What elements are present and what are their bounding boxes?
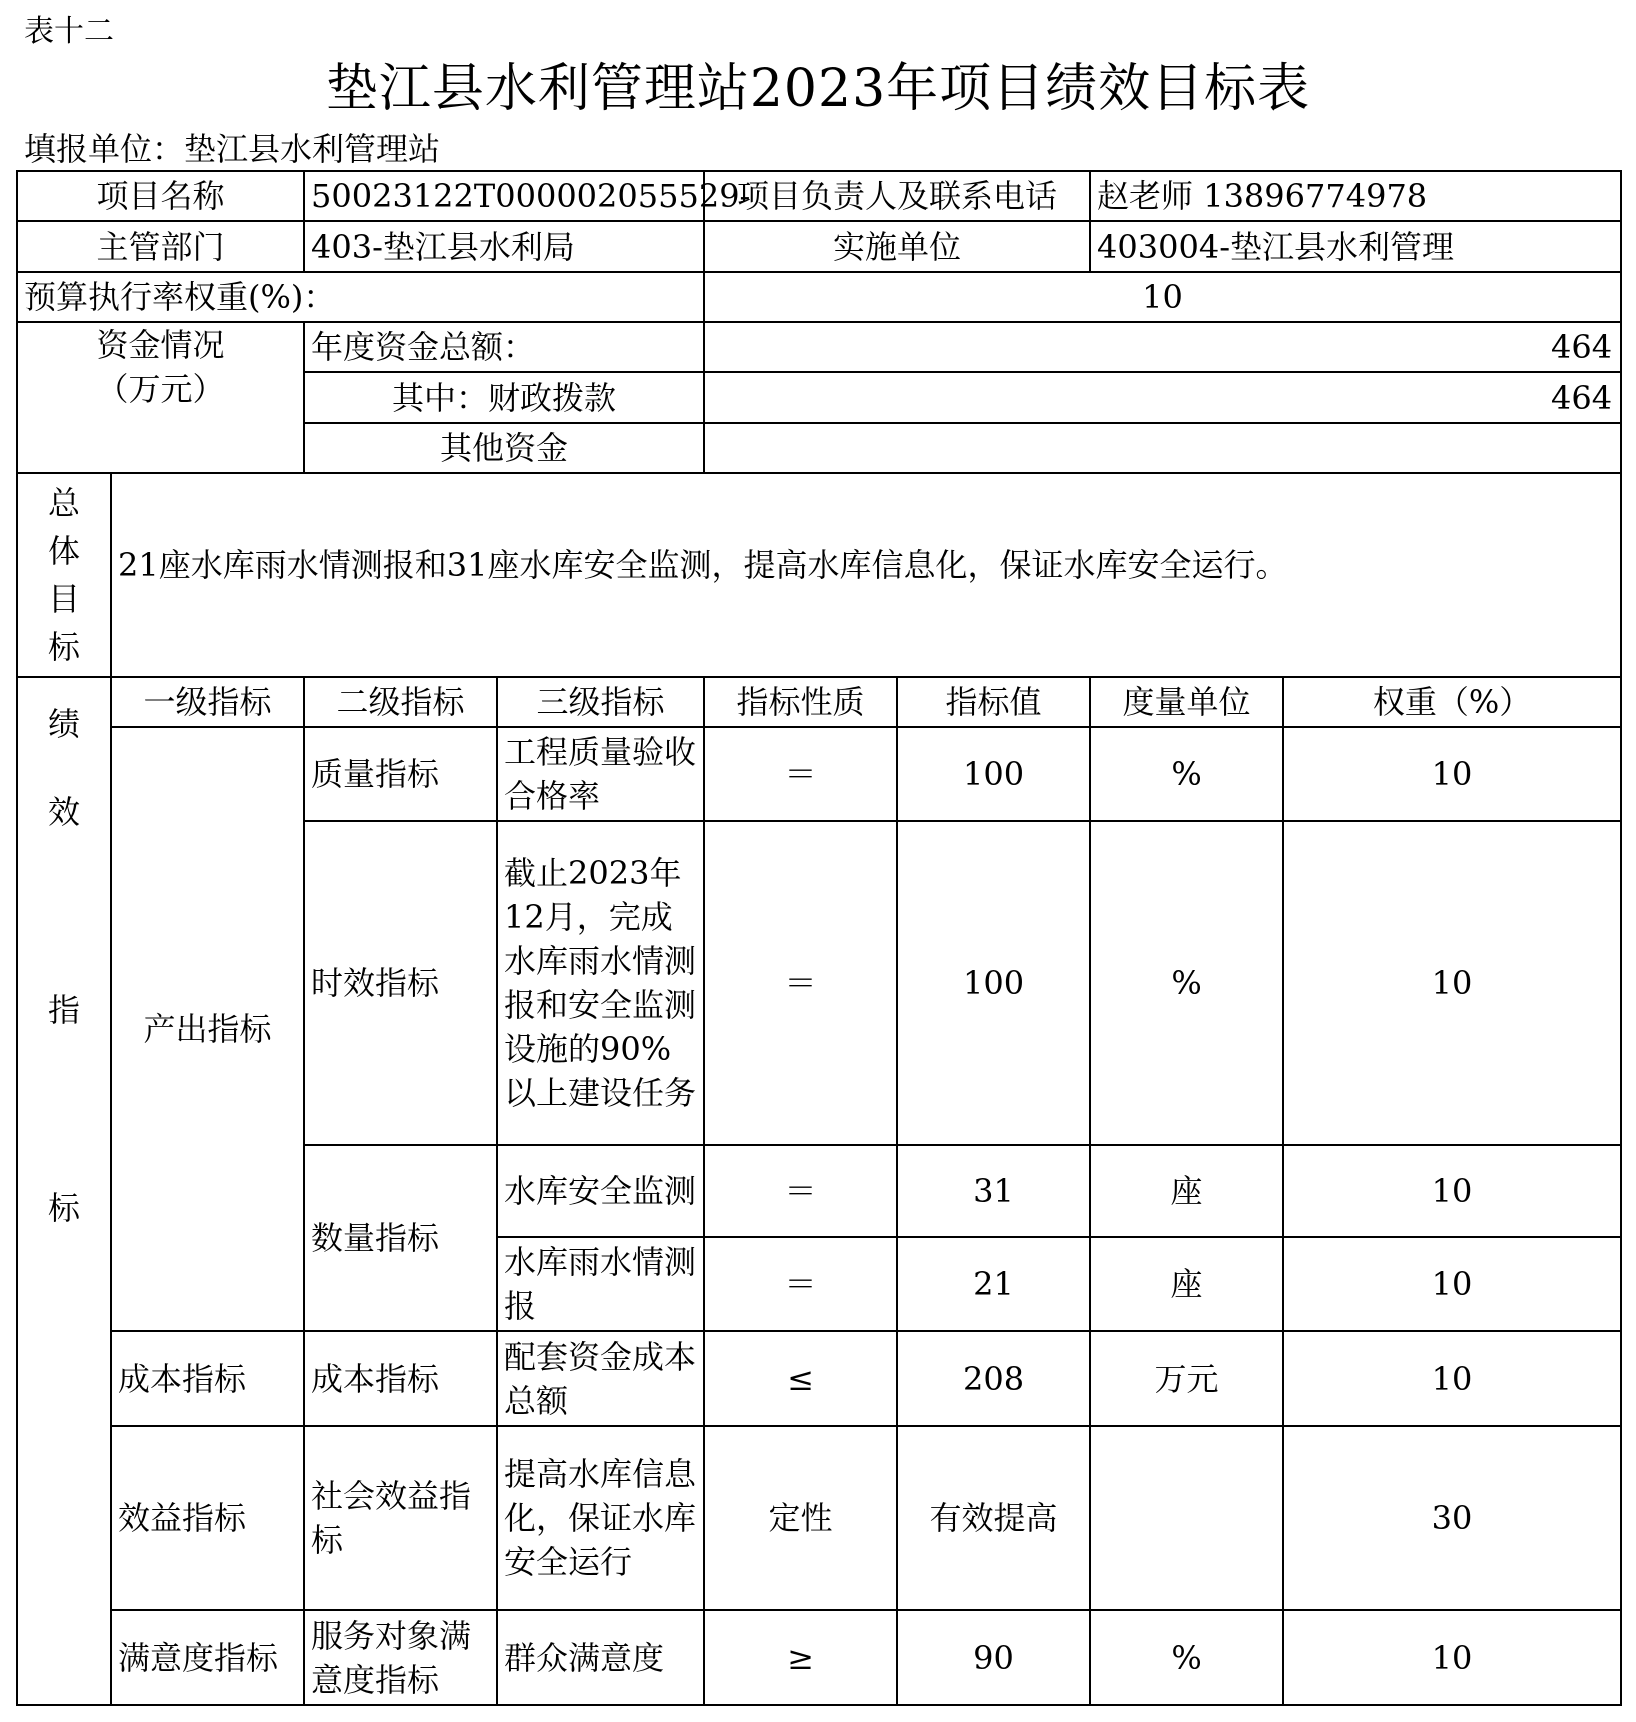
funds-fiscal-label: 其中：财政拨款 xyxy=(304,372,704,422)
level2-cell: 时效指标 xyxy=(304,821,497,1144)
project-name-value: 50023122T000002055529- xyxy=(304,171,704,221)
column-header: 度量单位 xyxy=(1090,677,1283,727)
overall-goal-label xyxy=(17,473,111,677)
unit-cell: % xyxy=(1090,727,1283,821)
value-cell: 31 xyxy=(897,1145,1090,1237)
level2-cell: 成本指标 xyxy=(304,1331,497,1425)
column-header: 一级指标 xyxy=(111,677,304,727)
value-cell: 21 xyxy=(897,1237,1090,1331)
level3-cell: 截止2023年12月，完成水库雨水情测报和安全监测设施的90%以上建设任务 xyxy=(497,821,704,1144)
funds-label-line1: 资金情况 xyxy=(96,326,225,365)
nature-cell: 定性 xyxy=(704,1426,897,1611)
weight-cell: 10 xyxy=(1283,1331,1621,1425)
level3-cell: 提高水库信息化，保证水库安全运行 xyxy=(497,1426,704,1611)
column-header: 指标值 xyxy=(897,677,1090,727)
unit-cell: 座 xyxy=(1090,1237,1283,1331)
column-header: 二级指标 xyxy=(304,677,497,727)
unit-cell: % xyxy=(1090,1610,1283,1705)
performance-label xyxy=(17,677,111,1705)
value-cell: 100 xyxy=(897,727,1090,821)
level1-cell: 产出指标 xyxy=(111,727,304,1331)
level2-cell: 数量指标 xyxy=(304,1145,497,1332)
dept-label: 主管部门 xyxy=(17,221,304,271)
contact-label: 项目负责人及联系电话 xyxy=(704,171,1090,221)
weight-cell: 10 xyxy=(1283,821,1621,1144)
budget-weight-value: 10 xyxy=(704,272,1621,322)
table-label: 表十二 xyxy=(24,14,114,49)
funds-other-value xyxy=(704,423,1621,473)
level3-cell: 工程质量验收合格率 xyxy=(497,727,704,821)
weight-cell: 10 xyxy=(1283,1145,1621,1237)
overall-goal-char: 目 xyxy=(47,579,80,618)
weight-cell: 30 xyxy=(1283,1426,1621,1611)
level2-cell: 服务对象满意度指标 xyxy=(304,1610,497,1705)
weight-cell: 10 xyxy=(1283,727,1621,821)
column-header: 权重（%） xyxy=(1283,677,1621,727)
nature-cell: ＝ xyxy=(704,1237,897,1331)
level2-cell: 质量指标 xyxy=(304,727,497,821)
column-header: 三级指标 xyxy=(497,677,704,727)
value-cell: 208 xyxy=(897,1331,1090,1425)
funds-label xyxy=(17,322,304,473)
nature-cell: ≥ xyxy=(704,1610,897,1705)
level3-cell: 群众满意度 xyxy=(497,1610,704,1705)
funds-total-label: 年度资金总额： xyxy=(304,322,704,372)
weight-cell: 10 xyxy=(1283,1610,1621,1705)
overall-goal-char: 标 xyxy=(47,627,80,666)
impl-label: 实施单位 xyxy=(704,221,1090,271)
value-cell: 90 xyxy=(897,1610,1090,1705)
nature-cell: ＝ xyxy=(704,1145,897,1237)
nature-cell: ≤ xyxy=(704,1331,897,1425)
project-name-label: 项目名称 xyxy=(17,171,304,221)
value-cell: 有效提高 xyxy=(897,1426,1090,1611)
dept-value: 403-垫江县水利局 xyxy=(304,221,704,271)
overall-goal-char: 总 xyxy=(47,483,80,522)
funds-label-line2: （万元） xyxy=(96,370,225,409)
level3-cell: 水库安全监测 xyxy=(497,1145,704,1237)
performance-char: 标 xyxy=(47,1188,80,1227)
impl-value: 403004-垫江县水利管理 xyxy=(1090,221,1621,271)
funds-fiscal-value: 464 xyxy=(704,372,1621,422)
performance-char: 效 xyxy=(47,792,80,831)
level1-cell: 成本指标 xyxy=(111,1331,304,1425)
contact-value: 赵老师 13896774978 xyxy=(1090,171,1621,221)
nature-cell: ＝ xyxy=(704,821,897,1144)
level1-cell: 满意度指标 xyxy=(111,1610,304,1705)
performance-char: 指 xyxy=(47,990,80,1029)
reporting-unit: 填报单位：垫江县水利管理站 xyxy=(24,130,441,168)
unit-cell: 万元 xyxy=(1090,1331,1283,1425)
funds-other-label: 其他资金 xyxy=(304,423,704,473)
level2-cell: 社会效益指标 xyxy=(304,1426,497,1611)
unit-cell: % xyxy=(1090,821,1283,1144)
funds-total-value: 464 xyxy=(704,322,1621,372)
page-title: 垫江县水利管理站2023年项目绩效目标表 xyxy=(325,59,1311,119)
overall-goal-text: 21座水库雨水情测报和31座水库安全监测，提高水库信息化，保证水库安全运行。 xyxy=(111,473,1621,677)
unit-cell: 座 xyxy=(1090,1145,1283,1237)
level3-cell: 配套资金成本总额 xyxy=(497,1331,704,1425)
performance-char: 绩 xyxy=(47,704,80,743)
unit-cell xyxy=(1090,1426,1283,1611)
level3-cell: 水库雨水情测报 xyxy=(497,1237,704,1331)
level1-cell: 效益指标 xyxy=(111,1426,304,1611)
weight-cell: 10 xyxy=(1283,1237,1621,1331)
performance-target-table xyxy=(16,170,1622,1706)
budget-weight-label: 预算执行率权重(%)： xyxy=(17,272,704,322)
value-cell: 100 xyxy=(897,821,1090,1144)
nature-cell: ＝ xyxy=(704,727,897,821)
column-header: 指标性质 xyxy=(704,677,897,727)
overall-goal-char: 体 xyxy=(47,531,80,570)
